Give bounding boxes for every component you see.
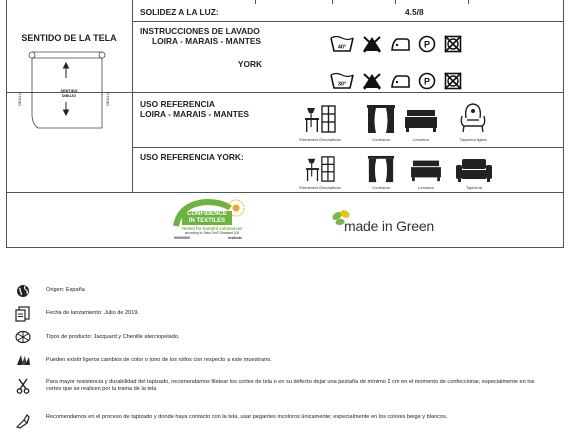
oeko-line-4: according to Oeko-Tex® Standard 100 xyxy=(184,231,240,235)
made-in-green-text: made in Green xyxy=(344,218,435,234)
direction-arrow-label: SENTIDO DIBUJO xyxy=(60,89,78,98)
table-right-border xyxy=(563,0,564,248)
use-ref-1-item-4: Tapicería ligera xyxy=(459,137,487,142)
row-divider-3 xyxy=(132,147,564,148)
selvedge-label-left: ORILLO xyxy=(18,92,22,106)
oeko-line-1: CONFIDENCE xyxy=(182,211,232,218)
use-ref-2-item-4: Tapicería xyxy=(465,185,483,190)
use-ref-1-item-3: Lencería xyxy=(413,137,429,142)
info-text-color-variation: Pueden existir ligeros cambios de color o tono de los rollos con respecto a este muestrario. xyxy=(46,357,272,363)
info-item-origin xyxy=(10,284,546,298)
oeko-number: 00000000 xyxy=(174,236,190,240)
use-ref-2-item-3: Lencería xyxy=(418,185,434,190)
curtain-icon xyxy=(367,155,395,183)
lightfastness-label: SOLIDEZ A LA LUZ: xyxy=(140,7,219,17)
wash-tub-icon xyxy=(330,72,354,90)
no-tumble-dry-icon xyxy=(444,72,462,90)
oeko-tex-logo xyxy=(170,198,254,244)
info-text-origin: Origen: España xyxy=(46,287,85,293)
use-ref-1-item-1: Elementos Decorativos xyxy=(299,137,341,142)
row-divider-4 xyxy=(6,192,564,193)
glue-icon xyxy=(10,413,36,427)
iron-icon xyxy=(390,72,410,90)
use-ref-2-item-1: Elementos Decorativos xyxy=(299,185,341,190)
washing-label-line2: LOIRA - MARAIS - MANTES xyxy=(152,36,262,46)
york-label: YORK xyxy=(237,59,263,69)
use-ref-1-label-line1: USO REFERENCIA xyxy=(140,99,215,109)
use-ref-1-label-line2: LOIRA - MARAIS - MANTES xyxy=(140,109,250,119)
selvedge-label-right: ORILLO xyxy=(106,92,110,106)
care-symbols-row-2 xyxy=(330,72,462,90)
dry-clean-icon xyxy=(418,72,436,90)
dry-clean-icon xyxy=(418,35,436,53)
lightfastness-value: 4.5/8 xyxy=(405,7,424,17)
use-ref-2-item-2: Cortinería xyxy=(372,185,390,190)
calendar-icon xyxy=(10,306,36,320)
use-ref-2-label: USO REFERENCIA YORK: xyxy=(140,152,244,162)
info-text-release-date: Fecha de lanzamiento: Julio de 2019. xyxy=(46,310,139,316)
dry-clean-letter: P xyxy=(423,76,431,87)
no-tumble-dry-icon xyxy=(444,35,462,53)
globe-icon xyxy=(10,284,36,298)
sofa-icon xyxy=(456,157,492,183)
info-item-product-type xyxy=(10,330,546,344)
top-tick xyxy=(468,0,469,4)
info-text-product-type: Tipos de producto: Jacquard y Chenille aterciopelado. xyxy=(46,334,180,340)
made-in-green-logo xyxy=(330,208,450,236)
armchair-icon xyxy=(458,102,488,134)
info-item-glue xyxy=(10,413,546,427)
info-item-release-date xyxy=(10,306,546,320)
decor-icon xyxy=(303,155,337,183)
curtain-icon xyxy=(367,104,395,134)
scissors-icon xyxy=(10,378,36,392)
decor-icon xyxy=(303,104,337,134)
table-bottom-border xyxy=(6,247,564,248)
top-tick xyxy=(332,0,333,4)
info-item-color-variation xyxy=(10,353,546,367)
oeko-line-3: Tested for harmful substances xyxy=(181,226,243,231)
no-bleach-icon xyxy=(362,35,382,53)
top-tick xyxy=(255,0,256,4)
oeko-institute: Institute xyxy=(228,236,242,240)
info-item-cutting xyxy=(10,378,546,393)
direction-title: SENTIDO DE LA TELA xyxy=(21,33,117,43)
info-text-glue: Recomendamos en el proceso de tapizado y donde haya contacto con la tela, usar pegantes incoloros únicamente; especialmente en los colores beige y blancos. xyxy=(46,414,448,420)
washing-label-line1: INSTRUCCIONES DE LAVADO xyxy=(140,26,260,36)
use-ref-1-item-2: Cortinería xyxy=(372,137,390,142)
bed-icon xyxy=(405,104,437,134)
wash-tub-icon xyxy=(330,35,354,53)
table-col-divider xyxy=(132,0,133,192)
no-bleach-icon xyxy=(362,72,382,90)
dry-clean-letter: P xyxy=(423,39,431,50)
wash-temp-label: 30° xyxy=(337,81,347,88)
row-divider-1 xyxy=(132,21,564,22)
fabric-icon xyxy=(10,330,36,344)
care-symbols-row-1 xyxy=(330,35,462,53)
iron-icon xyxy=(390,35,410,53)
top-tick xyxy=(395,0,396,4)
bed-icon xyxy=(410,155,442,183)
info-text-cutting: Para mayor resistencia y durabilidad del tapizado, recomendamos filetear los cortes de tela o en su defecto dejar una pestaña de mínimo 2 cm en el momento de confeccionar, especialmente en los cortes que se realicen por la trama de la tela xyxy=(46,379,535,392)
oeko-line-2: IN TEXTILES xyxy=(182,218,232,225)
color-swatch-icon xyxy=(10,353,36,367)
wash-temp-label: 40° xyxy=(337,44,347,51)
